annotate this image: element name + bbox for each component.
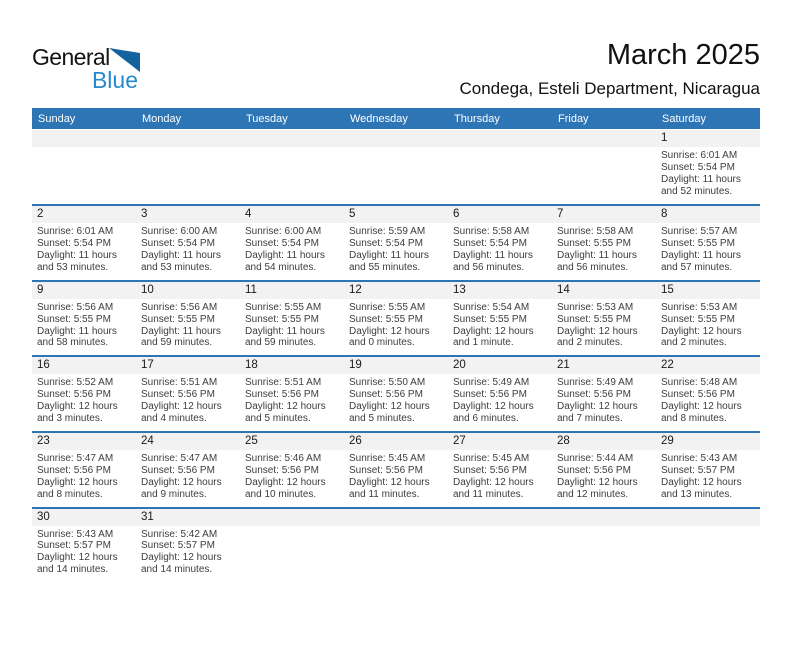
daylight-text-line1: Daylight: 12 hours xyxy=(453,476,534,488)
daylight-text-line2: and 58 minutes. xyxy=(37,337,109,349)
day-cell-empty xyxy=(240,130,344,204)
day-sun-details xyxy=(552,374,656,431)
sunset-text: Sunset: 5:57 PM xyxy=(141,540,215,552)
day-number: 25 xyxy=(240,433,344,450)
title-block xyxy=(460,40,761,99)
sunrise-text: Sunrise: 5:45 AM xyxy=(349,452,426,464)
day-sun-details xyxy=(240,223,344,280)
day-sun-details xyxy=(32,147,136,200)
sunset-text: Sunset: 5:54 PM xyxy=(661,162,735,174)
daylight-text-line1: Daylight: 11 hours xyxy=(37,325,117,337)
sunrise-text: Sunrise: 5:43 AM xyxy=(37,528,114,540)
daylight-text-line1: Daylight: 12 hours xyxy=(37,552,118,564)
sunset-text: Sunset: 5:55 PM xyxy=(557,313,631,325)
day-number-empty xyxy=(32,130,136,147)
day-sun-details xyxy=(552,299,656,356)
general-blue-logo xyxy=(32,46,140,92)
day-number: 27 xyxy=(448,433,552,450)
sunset-text: Sunset: 5:55 PM xyxy=(557,237,631,249)
week-row-2 xyxy=(32,204,760,280)
day-number: 14 xyxy=(552,282,656,299)
sunset-text: Sunset: 5:56 PM xyxy=(349,464,423,476)
day-cell-empty xyxy=(136,130,240,204)
daylight-text-line2: and 5 minutes. xyxy=(349,413,415,425)
sunrise-text: Sunrise: 5:47 AM xyxy=(141,452,218,464)
day-cell-29 xyxy=(656,433,760,507)
day-sun-details xyxy=(344,374,448,431)
day-sun-details xyxy=(552,223,656,280)
day-sun-details xyxy=(344,450,448,507)
sunset-text: Sunset: 5:56 PM xyxy=(661,389,735,401)
daylight-text-line1: Daylight: 12 hours xyxy=(661,476,742,488)
day-sun-details xyxy=(448,450,552,507)
daylight-text-line1: Daylight: 12 hours xyxy=(349,325,430,337)
day-sun-details xyxy=(552,450,656,507)
day-sun-details xyxy=(656,223,760,280)
daylight-text-line1: Daylight: 11 hours xyxy=(661,174,741,186)
day-sun-details xyxy=(136,147,240,200)
sunrise-text: Sunrise: 5:46 AM xyxy=(245,452,322,464)
day-cell-22 xyxy=(656,357,760,431)
day-number: 18 xyxy=(240,357,344,374)
weekday-header-wednesday: Wednesday xyxy=(350,112,408,125)
sunrise-text: Sunrise: 6:00 AM xyxy=(245,226,322,238)
daylight-text-line2: and 54 minutes. xyxy=(245,261,317,273)
day-sun-details xyxy=(32,299,136,356)
daylight-text-line1: Daylight: 11 hours xyxy=(245,325,325,337)
daylight-text-line2: and 59 minutes. xyxy=(141,337,213,349)
day-sun-details xyxy=(240,147,344,200)
sunset-text: Sunset: 5:55 PM xyxy=(37,313,111,325)
day-number-empty xyxy=(240,130,344,147)
sunset-text: Sunset: 5:56 PM xyxy=(557,389,631,401)
day-cell-16 xyxy=(32,357,136,431)
day-cell-9 xyxy=(32,282,136,356)
day-cell-24 xyxy=(136,433,240,507)
day-cell-14 xyxy=(552,282,656,356)
day-number: 15 xyxy=(656,282,760,299)
day-cell-19 xyxy=(344,357,448,431)
sunset-text: Sunset: 5:56 PM xyxy=(37,389,111,401)
daylight-text-line2: and 5 minutes. xyxy=(245,413,311,425)
sunset-text: Sunset: 5:56 PM xyxy=(141,464,215,476)
daylight-text-line1: Daylight: 12 hours xyxy=(349,401,430,413)
sunrise-text: Sunrise: 5:53 AM xyxy=(557,301,634,313)
sunset-text: Sunset: 5:56 PM xyxy=(453,389,527,401)
day-number: 29 xyxy=(656,433,760,450)
daylight-text-line2: and 11 minutes. xyxy=(349,488,420,500)
daylight-text-line2: and 1 minute. xyxy=(453,337,514,349)
sunrise-text: Sunrise: 5:44 AM xyxy=(557,452,634,464)
weekday-header-row xyxy=(32,108,760,129)
sunrise-text: Sunrise: 6:01 AM xyxy=(37,226,114,238)
day-sun-details xyxy=(240,299,344,356)
day-number: 2 xyxy=(32,206,136,223)
sunset-text: Sunset: 5:54 PM xyxy=(37,237,111,249)
day-cell-21 xyxy=(552,357,656,431)
day-cell-17 xyxy=(136,357,240,431)
day-cell-empty xyxy=(552,130,656,204)
daylight-text-line1: Daylight: 12 hours xyxy=(245,476,326,488)
day-number: 7 xyxy=(552,206,656,223)
daylight-text-line2: and 4 minutes. xyxy=(141,413,207,425)
daylight-text-line2: and 7 minutes. xyxy=(557,413,623,425)
daylight-text-line1: Daylight: 11 hours xyxy=(349,249,429,261)
day-number: 9 xyxy=(32,282,136,299)
sunrise-text: Sunrise: 5:52 AM xyxy=(37,377,114,389)
daylight-text-line1: Daylight: 11 hours xyxy=(141,249,221,261)
day-sun-details xyxy=(32,450,136,507)
day-cell-empty xyxy=(32,130,136,204)
sunrise-text: Sunrise: 6:00 AM xyxy=(141,226,218,238)
sunset-text: Sunset: 5:55 PM xyxy=(661,237,735,249)
day-cell-empty xyxy=(240,509,344,583)
day-number: 24 xyxy=(136,433,240,450)
daylight-text-line1: Daylight: 11 hours xyxy=(661,249,741,261)
daylight-text-line1: Daylight: 12 hours xyxy=(557,325,638,337)
day-cell-7 xyxy=(552,206,656,280)
day-number-empty xyxy=(448,130,552,147)
sunrise-text: Sunrise: 5:43 AM xyxy=(661,452,738,464)
day-cell-5 xyxy=(344,206,448,280)
day-sun-details xyxy=(136,299,240,356)
daylight-text-line1: Daylight: 12 hours xyxy=(453,325,534,337)
day-sun-details xyxy=(136,223,240,280)
sunrise-text: Sunrise: 5:51 AM xyxy=(141,377,218,389)
calendar-grid xyxy=(32,130,760,582)
week-row-4 xyxy=(32,355,760,431)
day-sun-details xyxy=(136,450,240,507)
daylight-text-line1: Daylight: 12 hours xyxy=(661,401,742,413)
day-sun-details xyxy=(448,374,552,431)
logo-text-general: General xyxy=(32,44,110,70)
month-title: March 2025 xyxy=(606,39,760,71)
sunset-text: Sunset: 5:56 PM xyxy=(557,464,631,476)
day-cell-27 xyxy=(448,433,552,507)
sunrise-text: Sunrise: 5:59 AM xyxy=(349,226,426,238)
sunset-text: Sunset: 5:57 PM xyxy=(661,464,735,476)
location-subtitle: Condega, Esteli Department, Nicaragua xyxy=(459,79,760,99)
weekday-header-sunday: Sunday xyxy=(38,112,76,125)
sunrise-text: Sunrise: 5:58 AM xyxy=(557,226,634,238)
day-cell-2 xyxy=(32,206,136,280)
day-sun-details xyxy=(32,223,136,280)
sunset-text: Sunset: 5:54 PM xyxy=(349,237,423,249)
weekday-header-thursday: Thursday xyxy=(454,112,500,125)
day-number: 26 xyxy=(344,433,448,450)
day-number-empty xyxy=(344,130,448,147)
day-cell-empty xyxy=(552,509,656,583)
sunrise-text: Sunrise: 5:50 AM xyxy=(349,377,426,389)
day-number: 1 xyxy=(656,130,760,147)
daylight-text-line2: and 53 minutes. xyxy=(37,261,109,273)
weekday-header-saturday: Saturday xyxy=(662,112,707,125)
day-cell-1 xyxy=(656,130,760,204)
calendar-page xyxy=(0,40,792,582)
sunset-text: Sunset: 5:55 PM xyxy=(661,313,735,325)
day-sun-details xyxy=(552,526,656,579)
day-sun-details xyxy=(656,450,760,507)
day-sun-details xyxy=(448,526,552,579)
daylight-text-line1: Daylight: 11 hours xyxy=(453,249,533,261)
week-row-5 xyxy=(32,431,760,507)
week-row-6 xyxy=(32,507,760,583)
day-cell-28 xyxy=(552,433,656,507)
day-sun-details xyxy=(448,147,552,200)
daylight-text-line1: Daylight: 12 hours xyxy=(349,476,430,488)
day-cell-empty xyxy=(656,509,760,583)
day-number: 31 xyxy=(136,509,240,526)
sunset-text: Sunset: 5:55 PM xyxy=(141,313,215,325)
daylight-text-line1: Daylight: 12 hours xyxy=(141,401,222,413)
week-row-3 xyxy=(32,280,760,356)
logo-text-blue: Blue xyxy=(91,67,138,93)
sunrise-text: Sunrise: 5:49 AM xyxy=(453,377,530,389)
sunset-text: Sunset: 5:55 PM xyxy=(349,313,423,325)
day-number: 30 xyxy=(32,509,136,526)
day-sun-details xyxy=(32,374,136,431)
day-cell-18 xyxy=(240,357,344,431)
day-cell-30 xyxy=(32,509,136,583)
daylight-text-line1: Daylight: 12 hours xyxy=(37,401,118,413)
daylight-text-line2: and 10 minutes. xyxy=(245,488,317,500)
daylight-text-line1: Daylight: 12 hours xyxy=(557,476,638,488)
daylight-text-line2: and 6 minutes. xyxy=(453,413,519,425)
day-sun-details xyxy=(240,526,344,579)
day-cell-4 xyxy=(240,206,344,280)
weekday-header-tuesday: Tuesday xyxy=(246,112,288,125)
daylight-text-line1: Daylight: 11 hours xyxy=(557,249,637,261)
day-sun-details xyxy=(656,374,760,431)
sunrise-text: Sunrise: 5:58 AM xyxy=(453,226,530,238)
day-sun-details xyxy=(656,147,760,204)
day-sun-details xyxy=(32,526,136,583)
daylight-text-line1: Daylight: 12 hours xyxy=(37,476,118,488)
day-number: 11 xyxy=(240,282,344,299)
daylight-text-line1: Daylight: 12 hours xyxy=(245,401,326,413)
sunset-text: Sunset: 5:56 PM xyxy=(453,464,527,476)
day-sun-details xyxy=(344,299,448,356)
day-cell-10 xyxy=(136,282,240,356)
daylight-text-line1: Daylight: 12 hours xyxy=(141,476,222,488)
day-number: 23 xyxy=(32,433,136,450)
daylight-text-line2: and 52 minutes. xyxy=(661,186,733,198)
daylight-text-line1: Daylight: 12 hours xyxy=(557,401,638,413)
sunset-text: Sunset: 5:55 PM xyxy=(245,313,319,325)
day-number: 10 xyxy=(136,282,240,299)
day-sun-details xyxy=(656,299,760,356)
sunrise-text: Sunrise: 5:56 AM xyxy=(141,301,218,313)
day-number: 5 xyxy=(344,206,448,223)
sunrise-text: Sunrise: 5:54 AM xyxy=(453,301,530,313)
day-cell-empty xyxy=(448,509,552,583)
day-number-empty xyxy=(552,130,656,147)
day-sun-details xyxy=(656,526,760,579)
day-sun-details xyxy=(136,526,240,583)
day-number: 28 xyxy=(552,433,656,450)
page-header xyxy=(32,40,760,99)
daylight-text-line2: and 57 minutes. xyxy=(661,261,733,273)
daylight-text-line1: Daylight: 11 hours xyxy=(37,249,117,261)
day-cell-6 xyxy=(448,206,552,280)
daylight-text-line1: Daylight: 11 hours xyxy=(141,325,221,337)
daylight-text-line1: Daylight: 12 hours xyxy=(141,552,222,564)
day-number-empty xyxy=(136,130,240,147)
day-number: 4 xyxy=(240,206,344,223)
day-cell-20 xyxy=(448,357,552,431)
daylight-text-line2: and 9 minutes. xyxy=(141,488,207,500)
day-sun-details xyxy=(344,526,448,579)
sunset-text: Sunset: 5:56 PM xyxy=(37,464,111,476)
daylight-text-line2: and 0 minutes. xyxy=(349,337,415,349)
day-number: 17 xyxy=(136,357,240,374)
daylight-text-line2: and 2 minutes. xyxy=(661,337,727,349)
sunset-text: Sunset: 5:54 PM xyxy=(453,237,527,249)
day-sun-details xyxy=(240,450,344,507)
day-number: 6 xyxy=(448,206,552,223)
daylight-text-line2: and 56 minutes. xyxy=(453,261,525,273)
day-number: 12 xyxy=(344,282,448,299)
sunset-text: Sunset: 5:56 PM xyxy=(245,464,319,476)
day-number-empty xyxy=(448,509,552,526)
daylight-text-line2: and 55 minutes. xyxy=(349,261,421,273)
weekday-header-friday: Friday xyxy=(558,112,589,125)
day-cell-26 xyxy=(344,433,448,507)
day-number: 8 xyxy=(656,206,760,223)
day-sun-details xyxy=(344,147,448,200)
sunrise-text: Sunrise: 5:55 AM xyxy=(245,301,322,313)
daylight-text-line2: and 8 minutes. xyxy=(661,413,727,425)
sunrise-text: Sunrise: 5:57 AM xyxy=(661,226,738,238)
day-number-empty xyxy=(344,509,448,526)
day-cell-8 xyxy=(656,206,760,280)
day-number-empty xyxy=(552,509,656,526)
daylight-text-line1: Daylight: 12 hours xyxy=(453,401,534,413)
sunrise-text: Sunrise: 5:53 AM xyxy=(661,301,738,313)
day-number-empty xyxy=(656,509,760,526)
sunrise-text: Sunrise: 5:47 AM xyxy=(37,452,114,464)
day-number: 3 xyxy=(136,206,240,223)
daylight-text-line2: and 59 minutes. xyxy=(245,337,317,349)
daylight-text-line2: and 3 minutes. xyxy=(37,413,103,425)
daylight-text-line2: and 13 minutes. xyxy=(661,488,733,500)
day-number: 13 xyxy=(448,282,552,299)
daylight-text-line2: and 12 minutes. xyxy=(557,488,629,500)
daylight-text-line2: and 11 minutes. xyxy=(453,488,524,500)
day-number: 19 xyxy=(344,357,448,374)
week-row-1 xyxy=(32,130,760,204)
day-cell-23 xyxy=(32,433,136,507)
daylight-text-line2: and 2 minutes. xyxy=(557,337,623,349)
day-cell-15 xyxy=(656,282,760,356)
daylight-text-line2: and 8 minutes. xyxy=(37,488,103,500)
day-cell-12 xyxy=(344,282,448,356)
daylight-text-line1: Daylight: 11 hours xyxy=(245,249,325,261)
day-cell-empty xyxy=(448,130,552,204)
day-number: 22 xyxy=(656,357,760,374)
day-number: 20 xyxy=(448,357,552,374)
sunrise-text: Sunrise: 5:49 AM xyxy=(557,377,634,389)
sunset-text: Sunset: 5:56 PM xyxy=(141,389,215,401)
sunrise-text: Sunrise: 5:51 AM xyxy=(245,377,322,389)
sunrise-text: Sunrise: 5:55 AM xyxy=(349,301,426,313)
sunset-text: Sunset: 5:56 PM xyxy=(245,389,319,401)
day-cell-11 xyxy=(240,282,344,356)
day-sun-details xyxy=(448,223,552,280)
sunset-text: Sunset: 5:54 PM xyxy=(141,237,215,249)
sunrise-text: Sunrise: 5:48 AM xyxy=(661,377,738,389)
sunrise-text: Sunrise: 5:56 AM xyxy=(37,301,114,313)
daylight-text-line2: and 14 minutes. xyxy=(141,564,213,576)
day-sun-details xyxy=(448,299,552,356)
sunset-text: Sunset: 5:55 PM xyxy=(453,313,527,325)
sunrise-text: Sunrise: 6:01 AM xyxy=(661,150,738,162)
day-cell-empty xyxy=(344,509,448,583)
day-number: 21 xyxy=(552,357,656,374)
sunset-text: Sunset: 5:54 PM xyxy=(245,237,319,249)
daylight-text-line2: and 53 minutes. xyxy=(141,261,213,273)
sunset-text: Sunset: 5:57 PM xyxy=(37,540,111,552)
sunrise-text: Sunrise: 5:42 AM xyxy=(141,528,218,540)
weekday-header-monday: Monday xyxy=(142,112,182,125)
day-number-empty xyxy=(240,509,344,526)
day-cell-25 xyxy=(240,433,344,507)
day-sun-details xyxy=(136,374,240,431)
sunrise-text: Sunrise: 5:45 AM xyxy=(453,452,530,464)
daylight-text-line2: and 14 minutes. xyxy=(37,564,109,576)
daylight-text-line1: Daylight: 12 hours xyxy=(661,325,742,337)
daylight-text-line2: and 56 minutes. xyxy=(557,261,629,273)
day-cell-empty xyxy=(344,130,448,204)
day-sun-details xyxy=(552,147,656,200)
day-cell-31 xyxy=(136,509,240,583)
day-cell-13 xyxy=(448,282,552,356)
sunset-text: Sunset: 5:56 PM xyxy=(349,389,423,401)
day-sun-details xyxy=(240,374,344,431)
day-number: 16 xyxy=(32,357,136,374)
day-cell-3 xyxy=(136,206,240,280)
day-sun-details xyxy=(344,223,448,280)
